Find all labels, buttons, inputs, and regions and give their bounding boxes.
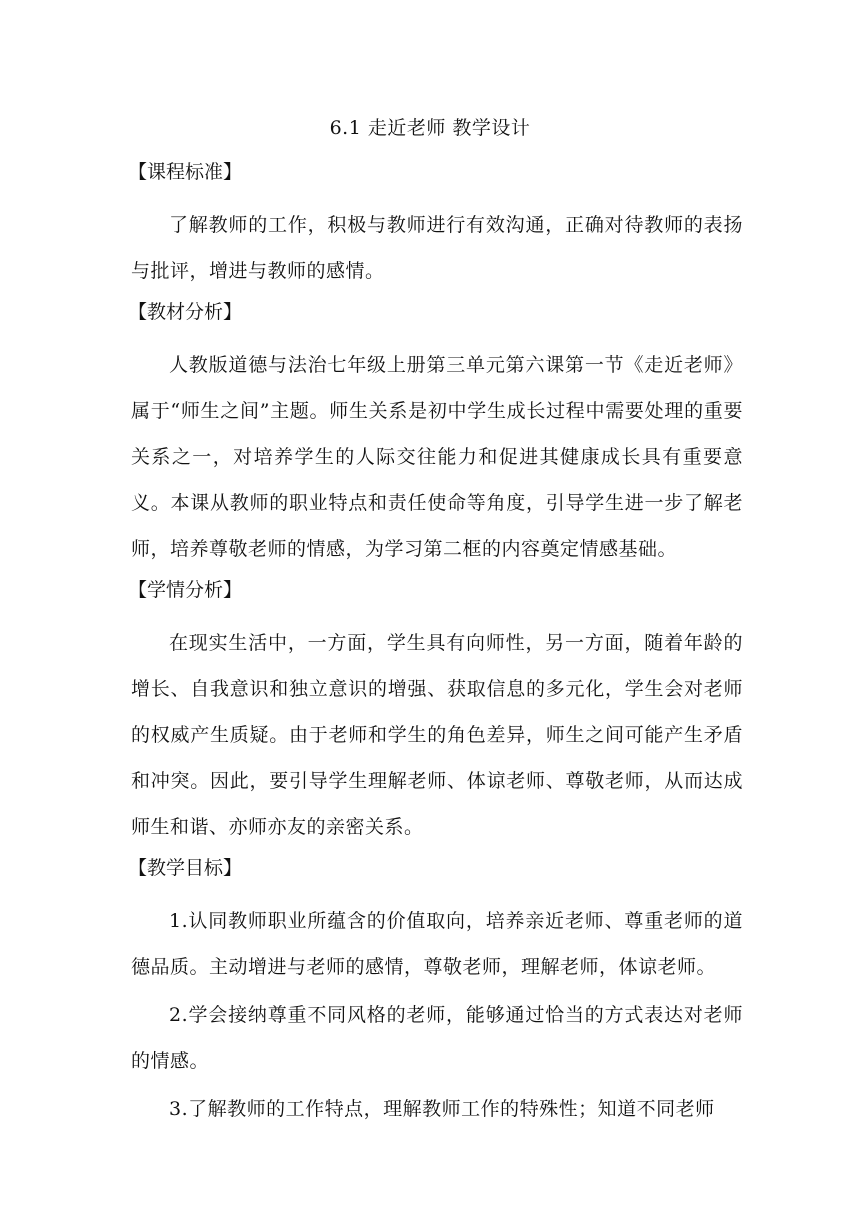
section-heading: 【学情分析】 [128,579,243,601]
objective-paragraph: 1.认同教师职业所蕴含的价值取向，培养亲近老师、尊重老师的道德品质。主动增进与老师的感情，尊敬老师，理解老师，体谅老师。 [131,910,743,978]
section-heading: 【课程标准】 [128,161,243,183]
section-teaching-objectives [128,852,743,1132]
section-student-analysis [128,574,743,850]
objective-paragraph: 3.了解教师的工作特点，理解教师工作的特殊性；知道不同老师 [169,1098,715,1120]
section-heading: 【教学目标】 [128,857,243,879]
section-curriculum-standard [128,156,743,294]
objective-paragraph: 2.学会接纳尊重不同风格的老师，能够通过恰当的方式表达对老师的情感。 [131,1004,743,1072]
section-paragraph: 了解教师的工作，积极与教师进行有效沟通，正确对待教师的表扬与批评，增进与教师的感情。 [131,214,743,282]
section-textbook-analysis [128,296,743,572]
section-paragraph: 在现实生活中，一方面，学生具有向师性，另一方面，随着年龄的增长、自我意识和独立意识的增强、获取信息的多元化，学生会对老师的权威产生质疑。由于老师和学生的角色差异，师生之间可能产生矛盾和冲突。因此，要引导学生理解老师、体谅老师、尊敬老师，从而达成师生和谐、亦师亦友的亲密关系。 [131,632,743,838]
section-paragraph: 人教版道德与法治七年级上册第三单元第六课第一节《走近老师》属于“师生之间”主题。师生关系是初中学生成长过程中需要处理的重要关系之一，对培养学生的人际交往能力和促进其健康成长具有重要意义。本课从教师的职业特点和责任使命等角度，引导学生进一步了解老师，培养尊敬老师的情感，为学习第二框的内容奠定情感基础。 [131,354,743,560]
section-heading: 【教材分析】 [128,301,243,323]
document-body [128,156,743,1132]
document-title: 6.1 走近老师 教学设计 [329,117,531,139]
